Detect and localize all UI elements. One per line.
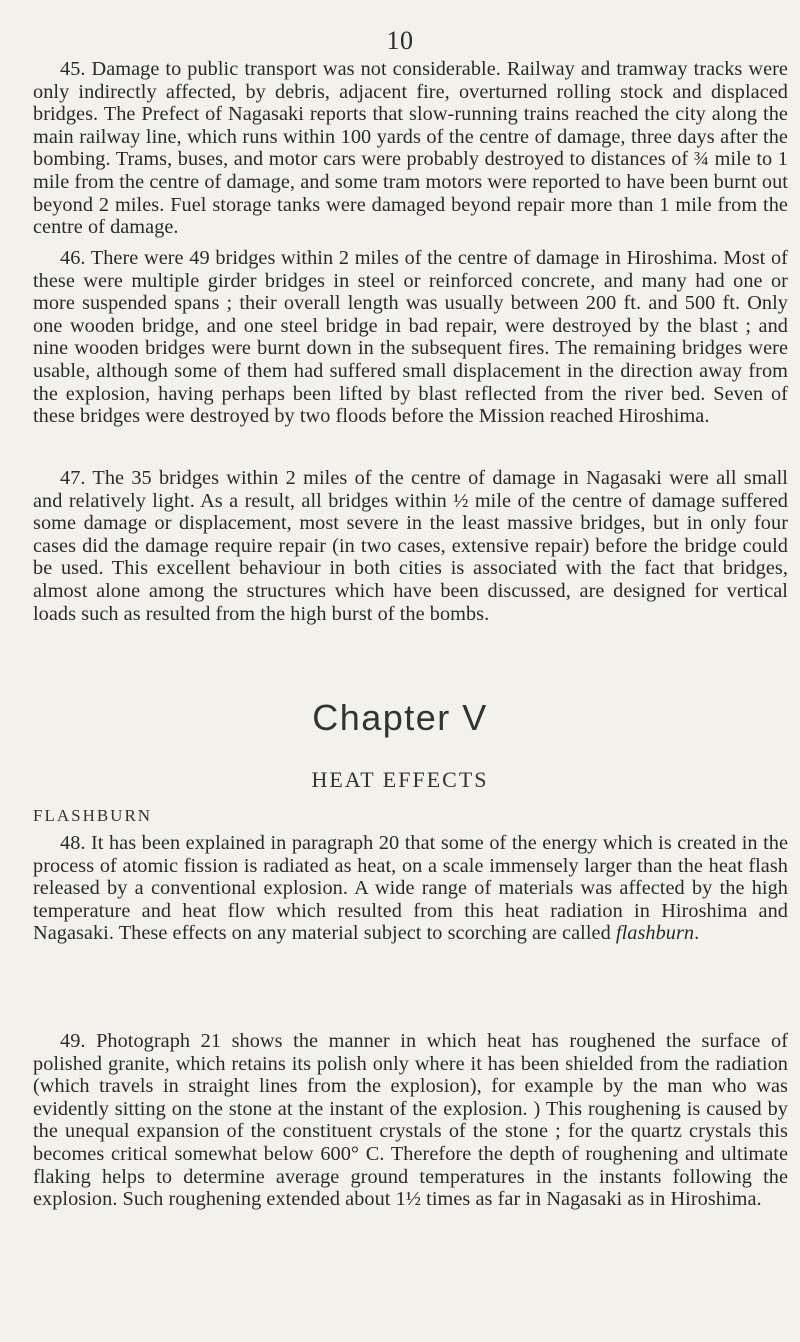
paragraph-48-end: .: [694, 922, 700, 945]
paragraph-46: 46. There were 49 bridges within 2 miles of the centre of damage in Hiroshima. Most of these were multiple girder bridges in steel or reinforced concrete, and many had one or more suspended spans ; their overall length was usually between 200 ft. and 500 ft. Only one wooden bridge, and one steel bridge in bad repair, were destroyed by the blast ; and nine wooden bridges were burnt down in the subsequent fires. The remaining bridges were usable, although some of them had suffered small displacement in the direction away from the explosion, having perhaps been lifted by blast reflected from the river bed. Seven of these bridges were destroyed by two floods before the Mission reached Hiroshima.: [33, 247, 788, 428]
chapter-subtitle: HEAT EFFECTS: [311, 767, 489, 792]
paragraph-48-text: 48. It has been explained in paragraph 20 that some of the energy which is created in the process of atomic fission is radiated as heat, on a scale immensely larger than the heat flash released by a conventional explosion. A wide range of materials was affected by the high temperature and heat flow which resulted from this heat radiation in Hiroshima and Nagasaki. These effects on any material subject to scorching are called: [33, 832, 788, 945]
paragraph-45: 45. Damage to public transport was not considerable. Railway and tramway tracks were only indirectly affected, by debris, adjacent fire, overturned rolling stock and displaced bridges. The Prefect of Nagasaki reports that slow-running trains reached the city along the main railway line, which runs within 100 yards of the centre of damage, three days after the bombing. Trams, buses, and motor cars were probably destroyed to distances of ¾ mile to 1 mile from the centre of damage, and some tram motors were reported to have been burnt out beyond 2 miles. Fuel storage tanks were damaged beyond repair more than 1 mile from the centre of damage.: [33, 58, 788, 239]
flashburn-term: flashburn: [615, 922, 695, 945]
paragraph-47: 47. The 35 bridges within 2 miles of the centre of damage in Nagasaki were all small and relatively light. As a result, all bridges within ½ mile of the centre of damage suffered some damage or displacement, most severe in the least massive bridges, but in only four cases did the damage require repair (in two cases, extensive repair) before the bridge could be used. This excellent behaviour in both cities is associated with the fact that bridges, almost alone among the structures which have been discussed, are designed for vertical loads such as resulted from the high burst of the bombs.: [33, 467, 788, 625]
paragraph-49: 49. Photograph 21 shows the manner in which heat has roughened the surface of polished granite, which retains its polish only where it has been shielded from the radiation (which travels in straight lines from the explosion), for example by the man who was evidently sitting on the stone at the instant of the explosion. ) This roughening is caused by the unequal expansion of the constituent crystals of the stone ; for the quartz crystals this becomes critical somewhat below 600° C. Therefore the depth of roughening and ultimate flaking helps to determine average ground temperatures in the instants following the explosion. Such roughening extended about 1½ times as far in Nagasaki as in Hiroshima.: [33, 1030, 788, 1211]
chapter-title: Chapter V: [312, 697, 488, 738]
section-heading: FLASHBURN: [33, 806, 153, 825]
paragraph-48: [33, 832, 788, 945]
page-number: 10: [386, 26, 414, 55]
